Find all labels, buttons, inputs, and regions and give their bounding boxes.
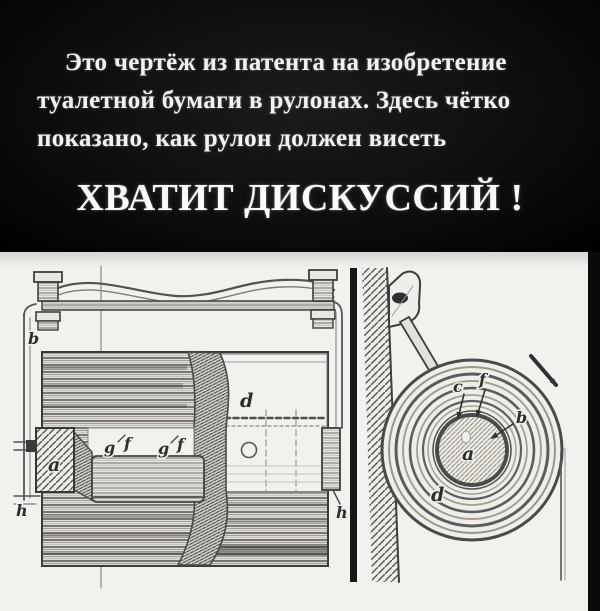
label-f-1: f [124,434,131,453]
patent-drawing [0,252,588,611]
meme-text-panel [0,0,600,252]
core-tube [74,428,204,502]
meme-line-1: Это чертёж из патента на изобретение [65,49,507,76]
label-h-right: h [336,503,348,522]
label-g-1: g [104,438,116,457]
perforation-hole [242,443,257,458]
figure-end-view [350,268,565,582]
label-f-end: f [479,370,486,389]
right-post [309,270,337,328]
label-a-core: a [462,443,475,465]
axle-block [14,428,74,492]
wall-edge-line [350,268,357,582]
top-rail [42,280,334,310]
meme-headline: ХВАТИТ ДИСКУССИЙ ! [76,177,524,219]
label-g-2: g [158,439,170,458]
label-b: b [28,329,40,348]
meme-caption [37,44,576,158]
label-d-roll: d [431,484,445,506]
meme-line-2: туалетной бумаги в рулонах. Здесь чётко [37,87,511,114]
label-c: c [453,377,463,396]
label-h-left: h [16,501,28,520]
rotation-arrow [531,356,556,385]
label-a: a [48,454,61,476]
label-f-2: f [177,435,184,454]
figure-side-view [14,266,348,588]
patent-drawing-paper [0,252,588,611]
meme-line-3: показано, как рулон должен висеть [37,125,447,152]
hanging-sheet [561,448,565,580]
label-b-end: b [516,408,528,427]
left-post [34,272,62,330]
label-d: d [240,390,254,412]
